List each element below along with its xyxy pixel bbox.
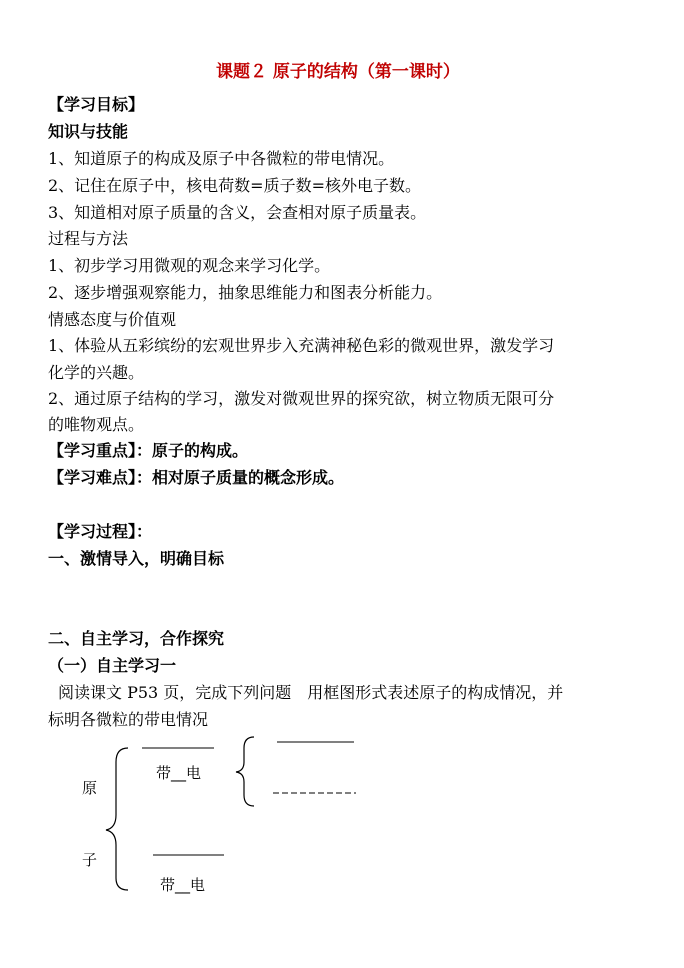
document-title: 课题２ 原子的结构（第一课时） [216, 62, 460, 82]
knowledge-item-2: 2、记住在原子中，核电荷数=质子数=核外电子数。 [48, 176, 421, 195]
process-item-1: 1、初步学习用微观的观念来学习化学。 [48, 256, 331, 275]
knowledge-item-3: 3、知道相对原子质量的含义，会查相对原子质量表。 [48, 203, 427, 222]
attitude-item-1a: 1、体验从五彩缤纷的宏观世界步入充满神秘色彩的微观世界，激发学习 [48, 336, 555, 355]
subsection-1-heading: （一）自主学习一 [48, 656, 177, 675]
key-point: 【学习重点】：原子的构成。 [48, 441, 249, 460]
section-1-heading: 一、激情导入，明确目标 [48, 549, 225, 568]
root-char-yuan: 原 [82, 779, 98, 797]
process-item-2: 2、逐步增强观察能力，抽象思维能力和图表分析能力。 [48, 283, 443, 302]
brace-inner [236, 737, 254, 806]
objectives-heading: 【学习目标】 [48, 95, 145, 114]
attitude-heading: 情感态度与价值观 [48, 310, 177, 329]
root-char-zi: 子 [82, 851, 98, 869]
knowledge-heading: 知识与技能 [48, 122, 129, 141]
process-heading: 过程与方法 [48, 229, 129, 248]
reading-task-line-1: 阅读课文 P53 页，完成下列问题 用框图形式表述原子的构成情况，并 [58, 683, 564, 702]
attitude-item-2b: 的唯物观点。 [48, 415, 145, 434]
attitude-item-1b: 化学的兴趣。 [48, 363, 145, 382]
section-2-heading: 二、自主学习，合作探究 [48, 629, 225, 648]
attitude-item-2a: 2、通过原子结构的学习，激发对微观世界的探究欲，树立物质无限可分 [48, 389, 555, 408]
difficulty: 【学习难点】：相对原子质量的概念形成。 [48, 468, 345, 487]
knowledge-item-1: 1、知道原子的构成及原子中各微粒的带电情况。 [48, 149, 395, 168]
charge-label-2: 带__电 [160, 876, 206, 894]
charge-label-1: 带__电 [156, 764, 202, 782]
process-section-heading: 【学习过程】： [48, 522, 153, 541]
reading-task-line-2: 标明各微粒的带电情况 [48, 710, 209, 729]
brace-outer [106, 748, 128, 890]
